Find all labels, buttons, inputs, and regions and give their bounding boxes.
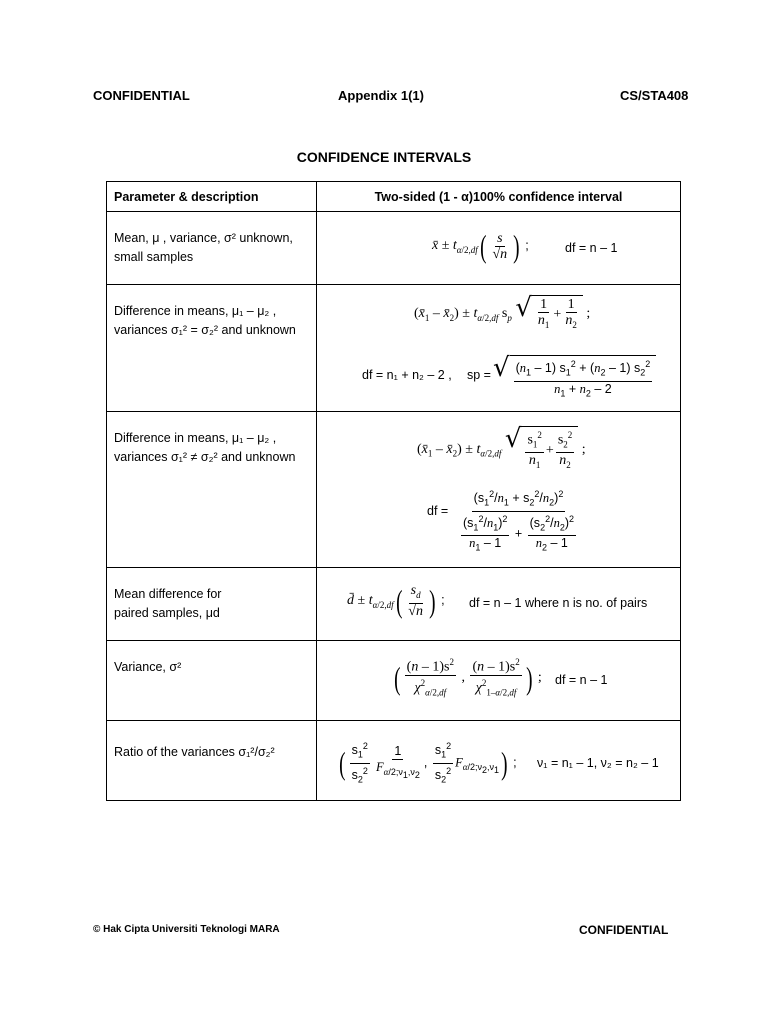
row-formula	[317, 285, 681, 412]
page-title: CONFIDENCE INTERVALS	[296, 149, 472, 165]
table-row	[107, 568, 681, 641]
formula-df-label: df =	[427, 504, 449, 518]
confidence-interval-table	[106, 181, 681, 801]
table-row	[107, 212, 681, 285]
formula-df: df = n – 1	[555, 673, 608, 687]
desc-line: Variance, σ²	[114, 660, 182, 674]
desc-line: variances σ₁² ≠ σ₂² and unknown	[114, 450, 296, 464]
table-row	[107, 721, 681, 801]
header-confidential: CONFIDENTIAL	[93, 88, 190, 103]
table-header-row	[107, 182, 681, 212]
desc-line: Difference in means, μ₁ – μ₂ ,	[114, 431, 277, 445]
formula-welch-df: $(s_1^2/n_1 + s_2^2/n_2)^2$ $\frac{(s_1^2/n_1)^2}{n_1 - 1}$ + $\frac{(s_2^2/n_2)^2}{n_2 - 1}$	[463, 489, 575, 553]
column-header-interval: Two-sided (1 - α)100% confidence interval	[317, 182, 681, 212]
column-header-parameter: Parameter & description	[107, 182, 317, 212]
formula-mean: x̄ ± $t_{\alpha/2,df}$( $\frac{s}{√n}$ ) ;	[432, 228, 529, 264]
header-appendix: Appendix 1(1)	[338, 88, 424, 103]
footer-copyright: © Hak Cipta Universiti Teknologi MARA	[93, 924, 280, 935]
row-formula	[317, 721, 681, 801]
formula-df: df = n₁ + n₂ – 2 ,	[362, 368, 452, 382]
desc-line: small samples	[114, 250, 194, 264]
formula-sp-label: sp =	[467, 368, 491, 382]
table-row	[107, 412, 681, 568]
formula-df: ν₁ = n₁ – 1, ν₂ = n₂ – 1	[537, 756, 659, 770]
formula-sp: √ $\frac{(n_1 - 1) s_1^2 + (n_2 - 1) s_2^2}{n_1 + n_2 - 2}$	[493, 355, 656, 401]
formula-pooled-interval: ($x̄_1$ – $x̄_2) \pm t_{\alpha/2,df}$ $s_p$ √ $\frac{1}{n_1}$ + $\frac{1}{n_2}$ ;	[414, 295, 590, 333]
formula-variance: ( $\frac{(n - 1)s^2}{\chi^2_{\alpha/2,df}}$ , $\frac{(n - 1)s^2}{\chi^2_{1-\alpha/2,df}}$ ) ;	[394, 657, 542, 698]
formula-df: df = n – 1 where n is no. of pairs	[469, 596, 648, 610]
footer-confidential: CONFIDENTIAL	[579, 923, 669, 937]
formula-paired: d̄ ± $t_{\alpha/2,df}$( $\frac{s_d}{√n}$ ) ;	[347, 582, 445, 619]
table-row	[107, 641, 681, 721]
formula-unpooled-interval: ($x̄_1$ – $x̄_2) \pm t_{\alpha/2,df}$ √ $\frac{s_1^2}{n_1}$ + $\frac{s_2^2}{n_2}$ ;	[417, 426, 586, 473]
desc-line: variances σ₁² = σ₂² and unknown	[114, 323, 296, 337]
row-formula	[317, 212, 681, 285]
desc-line: Mean difference for	[114, 587, 222, 601]
desc-line: Ratio of the variances σ₁²/σ₂²	[114, 745, 275, 759]
formula-df: df = n – 1	[565, 241, 618, 255]
row-formula	[317, 568, 681, 641]
row-description	[107, 568, 317, 641]
desc-line: paired samples, μd	[114, 606, 220, 620]
desc-line: Difference in means, μ₁ – μ₂ ,	[114, 304, 277, 318]
desc-line: Mean, μ , variance, σ² unknown,	[114, 231, 293, 245]
table-row	[107, 285, 681, 412]
row-formula	[317, 641, 681, 721]
row-description	[107, 721, 317, 801]
row-description	[107, 285, 317, 412]
header-course-code: CS/STA408	[620, 88, 689, 103]
formula-variance-ratio: ( $\frac{s_1^2}{s_2^2}$ $\frac{1}{F_{\alpha/2;\nu_1,\nu_2}}$ , $\frac{s_1^2}{s_2^2}$ $F_{\alpha/2;\nu_2,\nu_1}$) ;	[339, 741, 517, 785]
row-formula	[317, 412, 681, 568]
row-description	[107, 641, 317, 721]
row-description	[107, 412, 317, 568]
row-description	[107, 212, 317, 285]
